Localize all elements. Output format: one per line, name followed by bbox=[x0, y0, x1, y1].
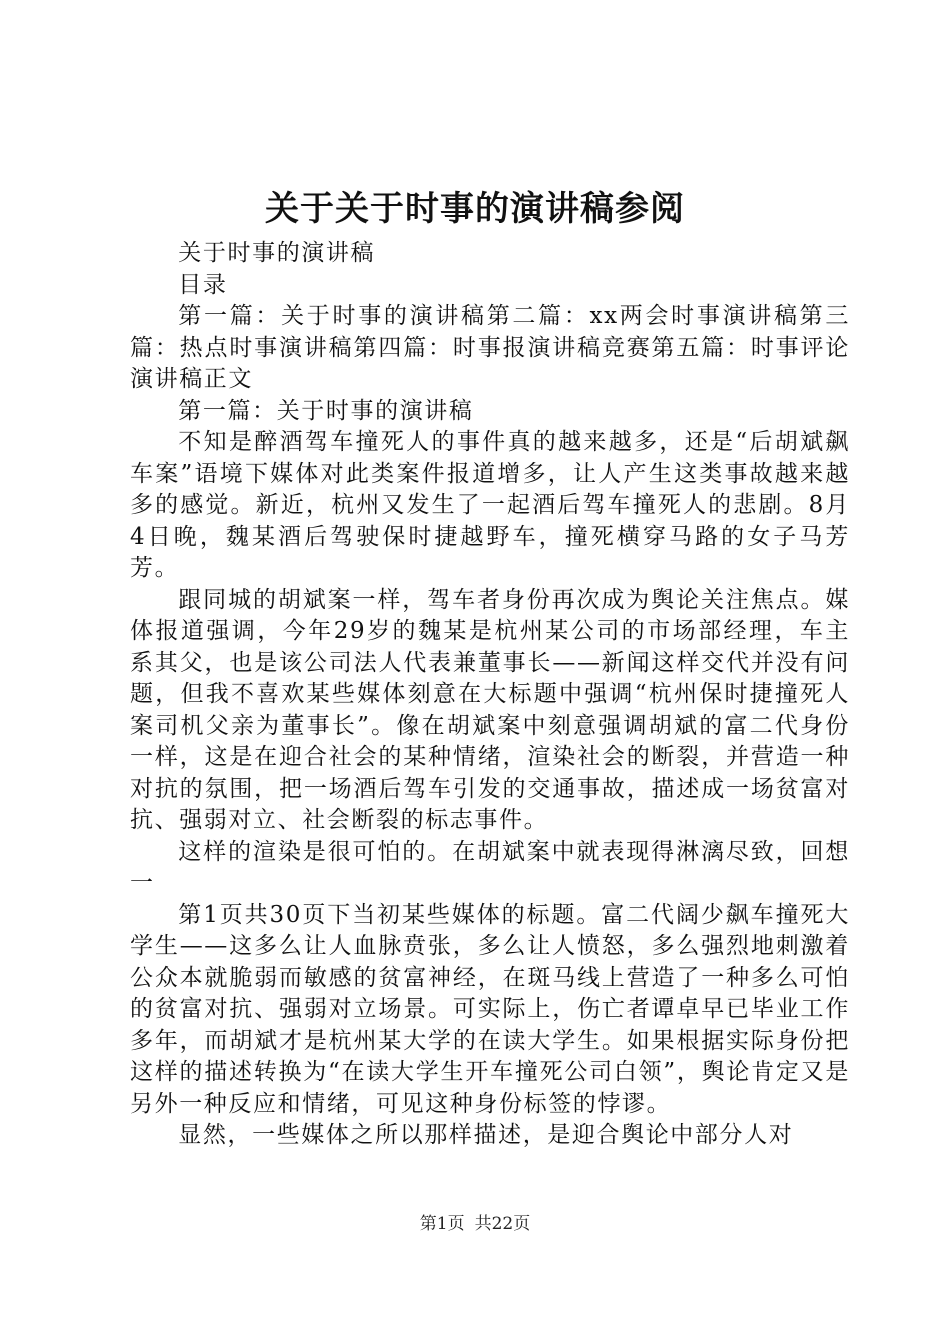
page-total: 共22页 bbox=[474, 1214, 531, 1234]
body-paragraph: 这样的渲染是很可怕的。在胡斌案中就表现得淋漓尽致，回想一 bbox=[130, 838, 850, 896]
toc-heading: 目录 bbox=[178, 271, 228, 298]
page-footer bbox=[0, 1212, 950, 1236]
body-paragraph: 第1页共30页下当初某些媒体的标题。富二代阔少飙车撞死大学生——这多么让人血脉贲张，多么让人愤怒，多么强烈地刺激着公众本就脆弱而敏感的贫富神经，在斑马线上营造了一种多么可怕的贫富对抗、强弱对立场景。可实际上，伤亡者谭卓早已毕业工作多年，而胡斌才是杭州某大学的在读大学生。如果根据实际身份把这样的描述转换为“在读大学生开车撞死公司白领”，舆论肯定又是另外一种反应和情绪，可见这种身份标签的悖谬。 bbox=[130, 901, 850, 1117]
document-title: 关于关于时事的演讲稿参阅 bbox=[265, 189, 685, 229]
page-number: 第1页 bbox=[419, 1214, 465, 1234]
section-heading: 第一篇：关于时事的演讲稿 bbox=[178, 397, 474, 424]
subtitle-paragraph: 关于时事的演讲稿 bbox=[178, 240, 376, 266]
toc-paragraph: 第一篇：关于时事的演讲稿第二篇：xx两会时事演讲稿第三篇：热点时事演讲稿第四篇：时事报演讲稿竞赛第五篇：时事评论演讲稿正文 bbox=[130, 303, 850, 392]
body-paragraph: 显然，一些媒体之所以那样描述，是迎合舆论中部分人对 bbox=[178, 1122, 794, 1148]
body-paragraph: 跟同城的胡斌案一样，驾车者身份再次成为舆论关注焦点。媒体报道强调，今年29岁的魏某是杭州某公司的市场部经理，车主系其父，也是该公司法人代表兼董事长——新闻这样交代并没有问题，但我不喜欢某些媒体刻意在大标题中强调“杭州保时捷撞死人案司机父亲为董事长”。像在胡斌案中刻意强调胡斌的富二代身份一样，这是在迎合社会的某种情绪，渲染社会的断裂，并营造一种对抗的氛围，把一场酒后驾车引发的交通事故，描述成一场贫富对抗、强弱对立、社会断裂的标志事件。 bbox=[130, 586, 850, 833]
document-body bbox=[130, 238, 850, 1152]
body-paragraph: 不知是醉酒驾车撞死人的事件真的越来越多，还是“后胡斌飙车案”语境下媒体对此类案件报道增多，让人产生这类事故越来越多的感觉。新近，杭州又发生了一起酒后驾车撞死人的悲剧。8月4日晚，魏某酒后驾驶保时捷越野车，撞死横穿马路的女子马芳芳。 bbox=[130, 429, 850, 581]
